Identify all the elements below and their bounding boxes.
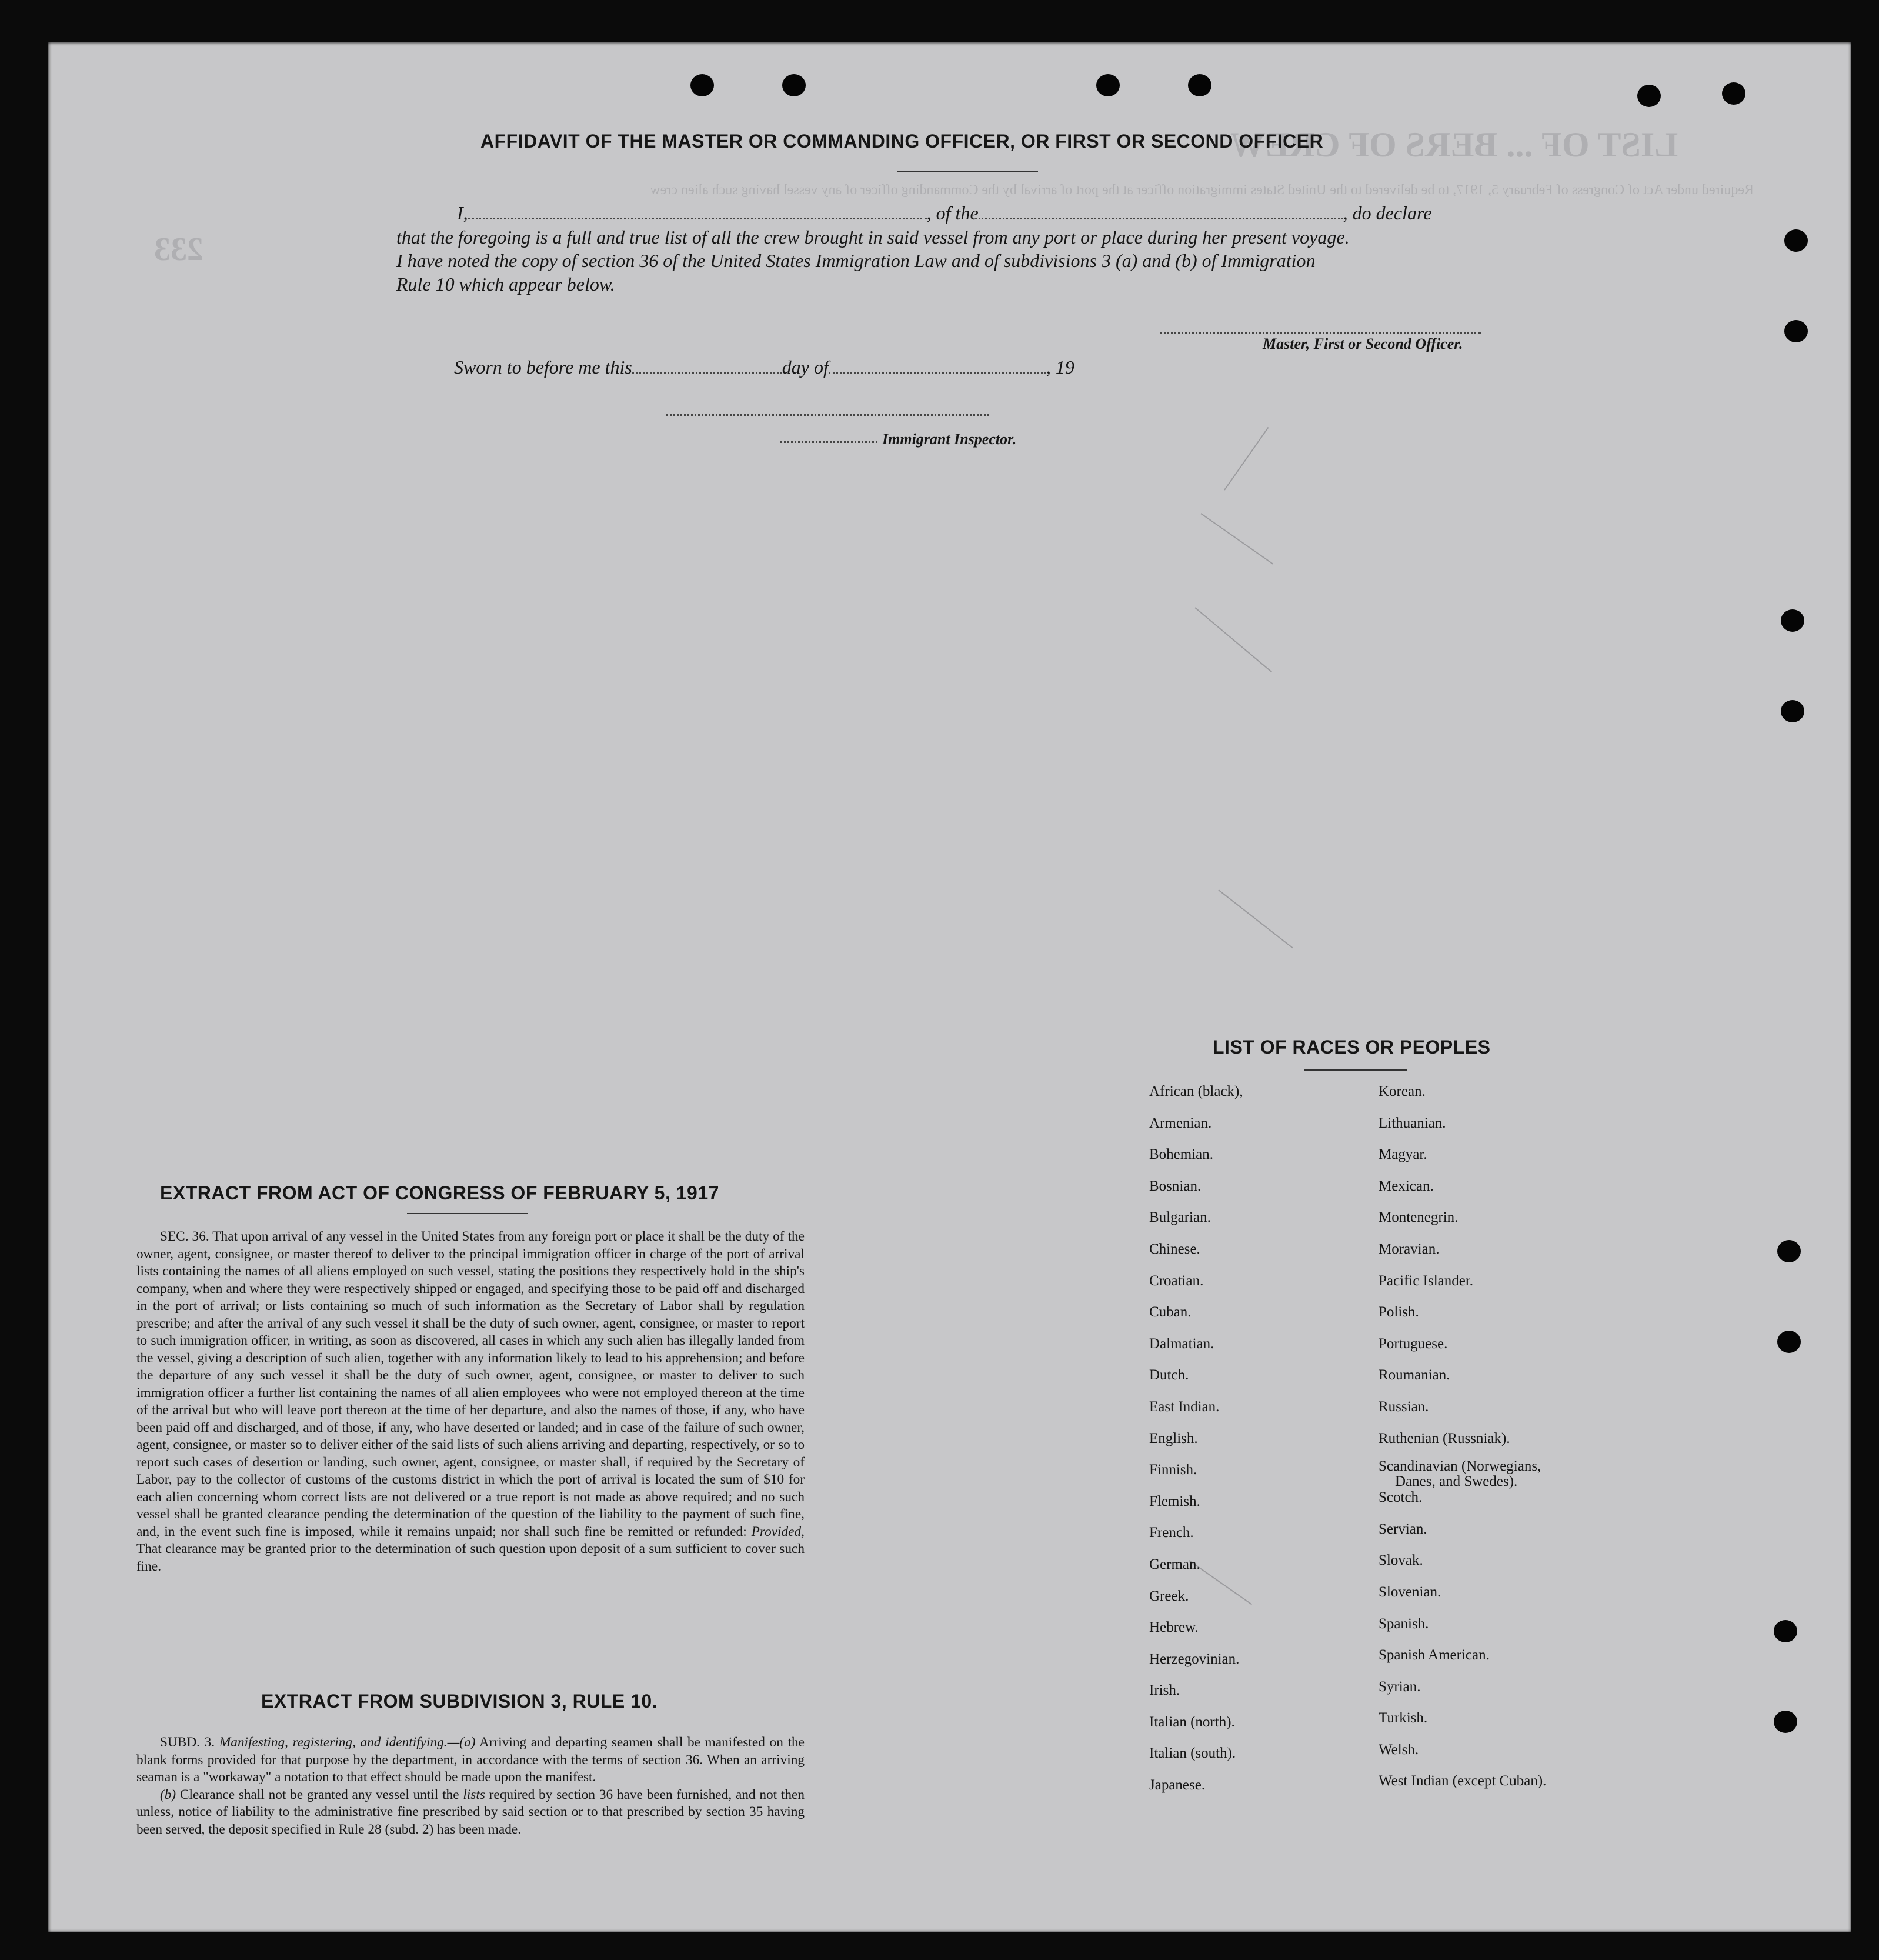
race-entry: Pacific Islander. [1379,1272,1474,1289]
race-entry: Mexican. [1379,1178,1434,1194]
section-36-label: SEC. 36. [160,1229,209,1244]
subd-a-label: —(a) [447,1735,476,1750]
race-entry: Russian. [1379,1398,1429,1415]
race-entry: Italian (south). [1149,1745,1236,1762]
race-entry: Finnish. [1149,1462,1197,1478]
act-extract-heading: EXTRACT FROM ACT OF CONGRESS OF FEBRUARY 5, 1917 [160,1182,719,1204]
races-divider [1304,1069,1407,1071]
vessel-name-field[interactable] [979,218,1343,219]
provided-label: Provided, [751,1524,805,1539]
affidavit-declare-label: , do declare [1343,202,1432,224]
race-entry: Croatian. [1149,1272,1204,1289]
race-entry: Flemish. [1149,1493,1200,1509]
race-entry: German. [1149,1556,1200,1572]
race-entry: Spanish American. [1379,1647,1490,1664]
sworn-line [454,356,1074,378]
race-entry: Dutch. [1149,1367,1189,1384]
punch-hole [1781,700,1804,722]
race-entry: Scandinavian (Norwegians, [1379,1458,1541,1475]
inspector-dots [780,441,877,443]
race-entry: Spanish. [1379,1615,1429,1632]
affidavit-text-line: that the foregoing is a full and true list of all the crew brought in said vessel from any port or place during her present voyage. [396,226,1350,248]
race-entry: Roumanian. [1379,1367,1450,1384]
year-label: , 19 [1046,356,1074,378]
punch-hole [782,74,806,96]
race-entry: Dalmatian. [1149,1335,1214,1352]
affidavit-i-label: I, [457,202,468,224]
sworn-month-field[interactable] [829,372,1046,374]
affidavit-declaration-line [457,202,1431,224]
punch-hole [1781,609,1804,632]
race-entry: Montenegrin. [1379,1209,1459,1226]
race-entry: Turkish. [1379,1710,1428,1726]
race-entry: Slovak. [1379,1552,1423,1569]
race-entry: French. [1149,1525,1194,1541]
race-entry: Hebrew. [1149,1619,1199,1636]
subd-b-text-start: Clearance shall not be granted any vessel until the [179,1786,459,1802]
race-entry-continuation: Danes, and Swedes). [1395,1474,1518,1490]
punch-hole [1777,1331,1801,1353]
race-entry: Ruthenian (Russniak). [1379,1430,1510,1446]
rule-10-text [136,1734,805,1838]
affidavit-text-line: Rule 10 which appear below. [396,274,615,295]
race-entry: Bohemian. [1149,1146,1214,1163]
race-entry: Bulgarian. [1149,1209,1211,1226]
declarant-name-field[interactable] [468,218,927,219]
race-entry: East Indian. [1149,1398,1220,1415]
rule-extract-heading: EXTRACT FROM SUBDIVISION 3, RULE 10. [261,1691,658,1712]
punch-hole [1774,1620,1797,1642]
subd-label: SUBD. 3. [160,1735,215,1750]
race-entry: Irish. [1149,1682,1180,1699]
day-of-label: day of [782,356,829,378]
race-entry: Korean. [1379,1084,1426,1099]
sworn-label: Sworn to before me this [454,356,632,378]
section-36-body: That upon arrival of any vessel in the United States from any foreign port or place it shall be the duty of the owner, agent, consignee, or master thereof to deliver to the principal immigration officer in charge of the port of arrival lists containing the names of all aliens employed on such vessel, stating the positions they respectively hold in the ship's company, when and where they were respectively shipped or engaged, and specifying those to be paid off and discharged in the port of arrival; or lists containing so much of such information as the Secretary of Labor shall by regulation prescribe; and after the arrival of any such vessel it shall be the duty of such owner, agent, consignee, or master to report to such immigration officer, in writing, as soon as discovered, all cases in which any such alien has illegally landed from the vessel, giving a description of such alien, together with any information likely to lead to his apprehension; and before the departure of any such vessel it shall be the duty of such owner, agent, consignee, or master to deliver to such immigration officer a further list containing the names of all alien employees who were not employed thereon at the time of the arrival but who will leave port thereon at the time of her departure, and also the names of those, if any, who have been paid off and discharged, and of those, if any, who have deserted or landed; and in case of the failure of such owner, agent, consignee, or master so to deliver either of the said lists of such aliens arriving and departing, respectively, or so to report such cases of desertion or landing, such owner, agent, consignee, or master shall, if required by the Secretary of Labor, pay to the collector of customs of the customs district in which the port of arrival is located the sum of $10 for each alien concerning whom correct lists are not delivered or a true report is not made as above required; and no such vessel shall be granted clearance pending the determination of the question of the liability to the payment of such fine, and, in the event such fine is imposed, while it remains unpaid; nor shall such fine be remitted or refunded: [136,1229,805,1539]
race-entry: Magyar. [1379,1146,1427,1163]
bleedthrough-title: LIST OF ... BERS OF CREW [1230,125,1678,164]
race-entry: Japanese. [1149,1777,1206,1794]
affidavit-of-the-label: , of the [926,202,979,224]
race-entry: Welsh. [1379,1741,1419,1758]
affidavit-text-line: I have noted the copy of section 36 of the United States Immigration Law and of subdivisions 3 (a) and (b) of Immigration [396,250,1316,271]
subd-a-text: Arriving and departing seamen shall be manifested on the blank forms provided for that purpose by the department, in accordance with the terms of section 36. When an arriving seaman is a "workaway" a notation to that effect should be made upon the manifest. [136,1735,805,1785]
inspector-label: Immigrant Inspector. [882,431,1017,448]
bleedthrough-line: Required under Act of Congress of February 5, 1917, to be delivered to the United States immigration officer at the port of arrival by the Commanding officer of any vessel having such alien crew [650,182,1754,198]
race-entry: Cuban. [1149,1304,1192,1321]
affidavit-heading: AFFIDAVIT OF THE MASTER OR COMMANDING OFFICER, OR FIRST OR SECOND OFFICER [480,131,1324,152]
subd-b-lists: lists [463,1786,485,1802]
inspector-signature-field[interactable] [666,414,989,416]
punch-hole [1784,320,1808,342]
race-entry: Italian (north). [1149,1714,1235,1730]
act-extract-divider [407,1213,528,1214]
races-right-column [1379,1084,1626,1805]
subd-b-text-end: required by section 36 have been furnished, and not then unless, notice of liability to the administrative fine prescribed by said section or to that prescribed by section 35 having been served, the deposit specified in Rule 28 (subd. 2) has been made. [136,1786,805,1837]
race-entry: Scotch. [1379,1489,1423,1506]
master-signature-field[interactable] [1160,332,1481,334]
race-entry: Herzegovinian. [1149,1651,1240,1667]
punch-hole [1188,74,1211,96]
subd-title: Manifesting, registering, and identifying. [219,1735,448,1750]
fold-streak [1224,427,1269,491]
punch-hole [1722,82,1745,105]
race-entry: Polish. [1379,1304,1419,1321]
punch-hole [1096,74,1120,96]
punch-hole [1777,1240,1801,1262]
race-entry: Moravian. [1379,1241,1440,1257]
race-entry: West Indian (except Cuban). [1379,1773,1547,1789]
race-entry: Slovenian. [1379,1584,1441,1600]
fold-streak [1194,607,1272,672]
master-signature-label: Master, First or Second Officer. [1263,335,1463,352]
races-left-column [1149,1084,1373,1809]
fold-streak [1200,513,1273,565]
race-entry: Greek. [1149,1588,1189,1604]
race-entry: Servian. [1379,1521,1427,1537]
fold-streak [1218,889,1293,948]
race-entry: Bosnian. [1149,1178,1202,1194]
race-entry: Lithuanian. [1379,1115,1446,1131]
punch-hole [1784,229,1808,252]
punch-hole [690,74,714,96]
race-entry: Armenian. [1149,1115,1212,1131]
document-page [48,42,1851,1932]
subd-b-label: (b) [160,1786,176,1802]
bleedthrough-number: 233 [154,231,203,268]
race-entry: Syrian. [1379,1678,1421,1695]
race-entry: Portuguese. [1379,1335,1448,1352]
section-36-text [136,1228,805,1575]
sworn-day-field[interactable] [632,372,782,374]
punch-hole [1637,85,1661,107]
race-entry: African (black), [1149,1084,1243,1099]
affidavit-divider [897,171,1038,172]
punch-hole [1774,1711,1797,1733]
races-heading: LIST OF RACES OR PEOPLES [1213,1036,1491,1058]
race-entry: English. [1149,1430,1198,1446]
race-entry: Chinese. [1149,1241,1200,1257]
section-36-end: That clearance may be granted prior to the determination of such question upon deposit of a sum sufficient to cover such fine. [136,1541,805,1574]
